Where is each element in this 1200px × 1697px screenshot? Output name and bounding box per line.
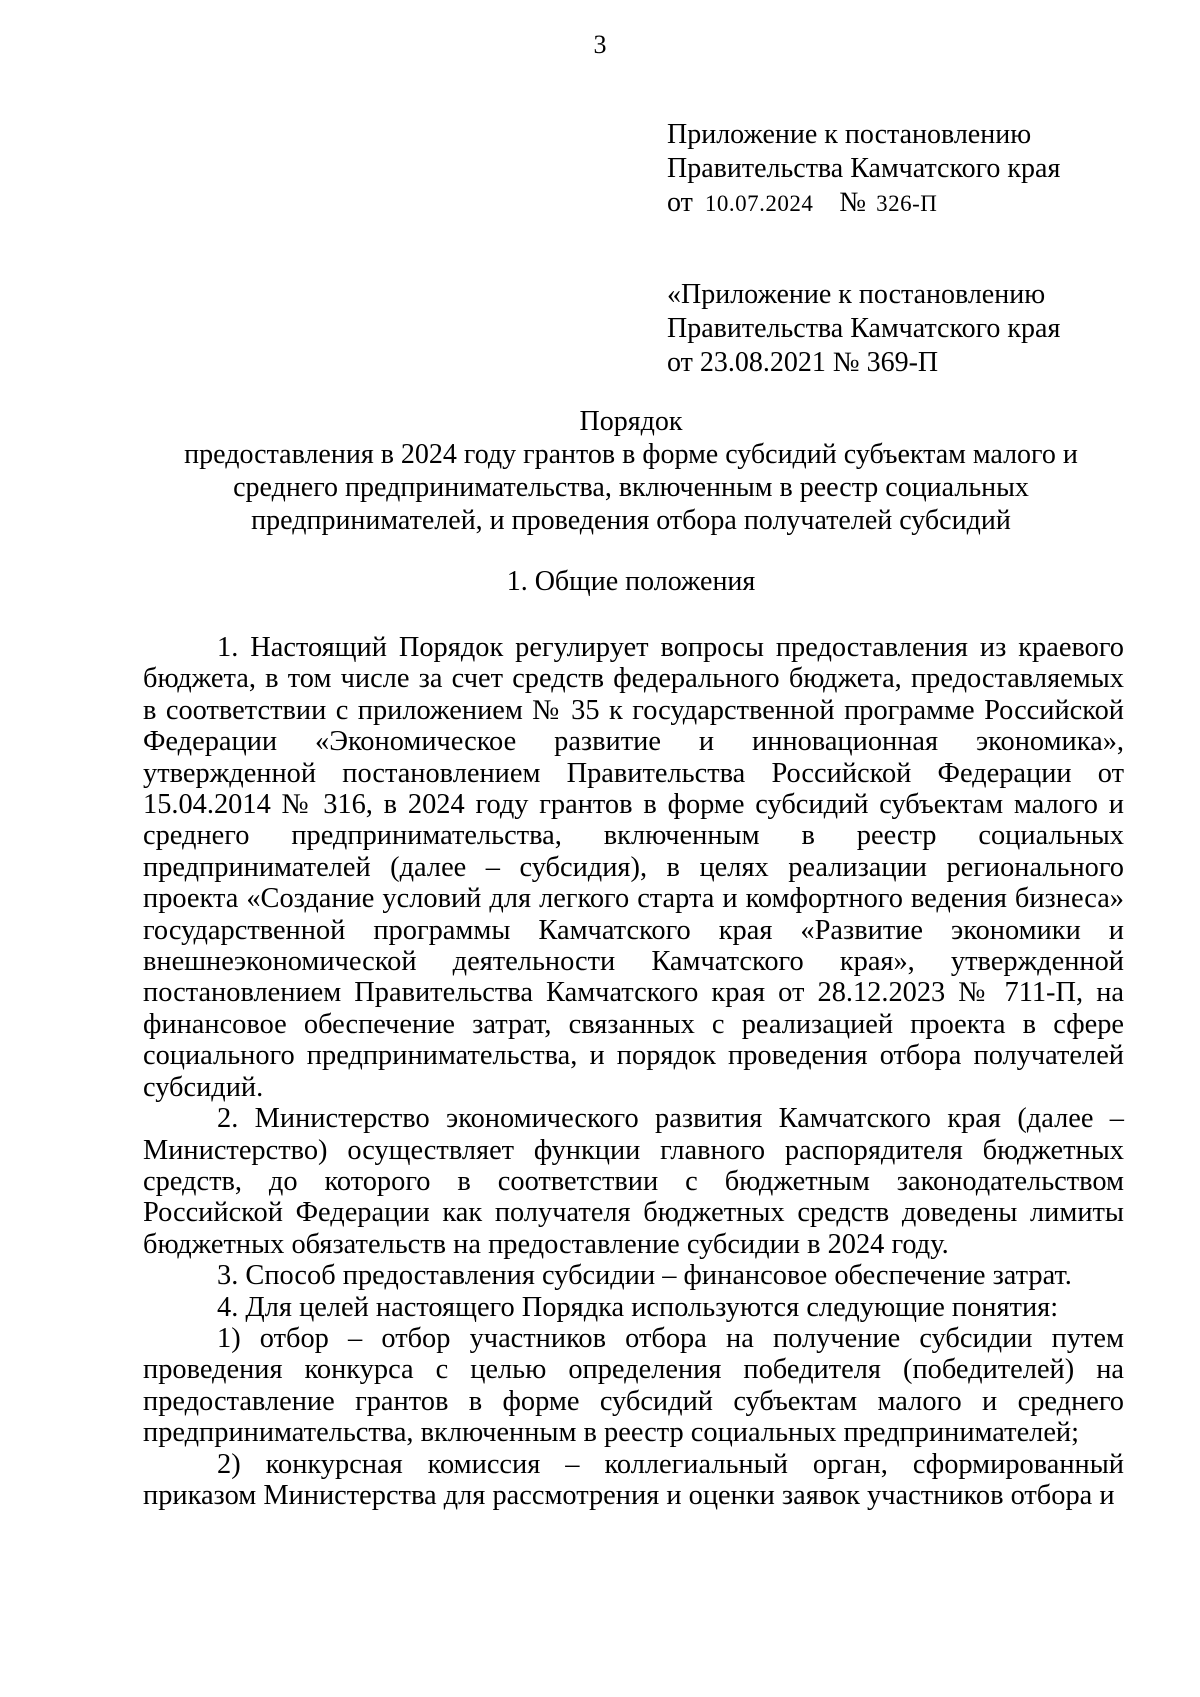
page-number: 3 [593, 30, 607, 59]
title-line-3: предпринимателей, и проведения отбора получателей субсидий [251, 505, 1011, 536]
paragraph-4-item-1: 1) отбор – отбор участников отбора на получение субсидии путем проведения конкурса с целью определения победителя (победителей) на предоставление грантов в форме субсидий субъектам малого и среднего предпринимательства, включенным в реестр социальных предпринимателей; [143, 1322, 1124, 1449]
approval-line-2: Правительства Камчатского края [667, 153, 1061, 184]
approval-registration-line [667, 186, 1167, 221]
title-line-2: среднего предпринимательства, включенным в реестр социальных [233, 472, 1029, 503]
approval-stamp-original [667, 278, 1167, 380]
paragraph-2: 2. Министерство экономического развития Камчатского края (далее – Министерство) осуществляет функции главного распорядителя бюджетных средств, до которого в соответствии с бюджетным законодательством Российской Федерации как получателя бюджетных средств доведены лимиты бюджетных обязательств на предоставление субсидии в 2024 году. [143, 1103, 1124, 1260]
title-line-1: предоставления в 2024 году грантов в форме субсидий субъектам малого и [184, 439, 1078, 470]
approval-number-sign: № [839, 187, 867, 218]
approval-number: 326-П [876, 191, 938, 216]
approval-from-label: от [667, 187, 693, 218]
paragraph-4-item-2: 2) конкурсная комиссия – коллегиальный орган, сформированный приказом Министерства для рассмотрения и оценки заявок участников отбора и [143, 1448, 1124, 1511]
original-approval-line-1: «Приложение к постановлению [667, 279, 1046, 310]
section-heading: 1. Общие положения [506, 566, 756, 597]
title-heading: Порядок [579, 406, 683, 437]
paragraph-3: 3. Способ предоставления субсидии – финансовое обеспечение затрат. [217, 1260, 1072, 1292]
original-approval-line-3: от 23.08.2021 № 369-П [667, 347, 939, 378]
paragraph-4: 4. Для целей настоящего Порядка используются следующие понятия: [217, 1291, 1059, 1323]
original-approval-line-2: Правительства Камчатского края [667, 313, 1061, 344]
document-title [140, 405, 1122, 537]
document-body [143, 632, 1124, 1511]
approval-stamp-current [667, 118, 1167, 221]
approval-date: 10.07.2024 [704, 191, 814, 216]
paragraph-1: 1. Настоящий Порядок регулирует вопросы предоставления из краевого бюджета, в том числе за счет средств федерального бюджета, предоставляемых в соответствии с приложением № 35 к государственной программе Российской Федерации «Экономическое развитие и инновационная экономика», утвержденной постановлением Правительства Российской Федерации от 15.04.2014 № 316, в 2024 году грантов в форме субсидий субъектам малого и среднего предпринимательства, включенным в реестр социальных предпринимателей (далее – субсидия), в целях реализации регионального проекта «Создание условий для легкого старта и комфортного ведения бизнеса» государственной программы Камчатского края «Развитие экономики и внешнеэкономической деятельности Камчатского края», утвержденной постановлением Правительства Камчатского края от 28.12.2023 № 711-П, на финансовое обеспечение затрат, связанных с реализацией проекта в сфере социального предпринимательства, и порядок проведения отбора получателей субсидий. [143, 632, 1124, 1103]
approval-line-1: Приложение к постановлению [667, 119, 1032, 150]
